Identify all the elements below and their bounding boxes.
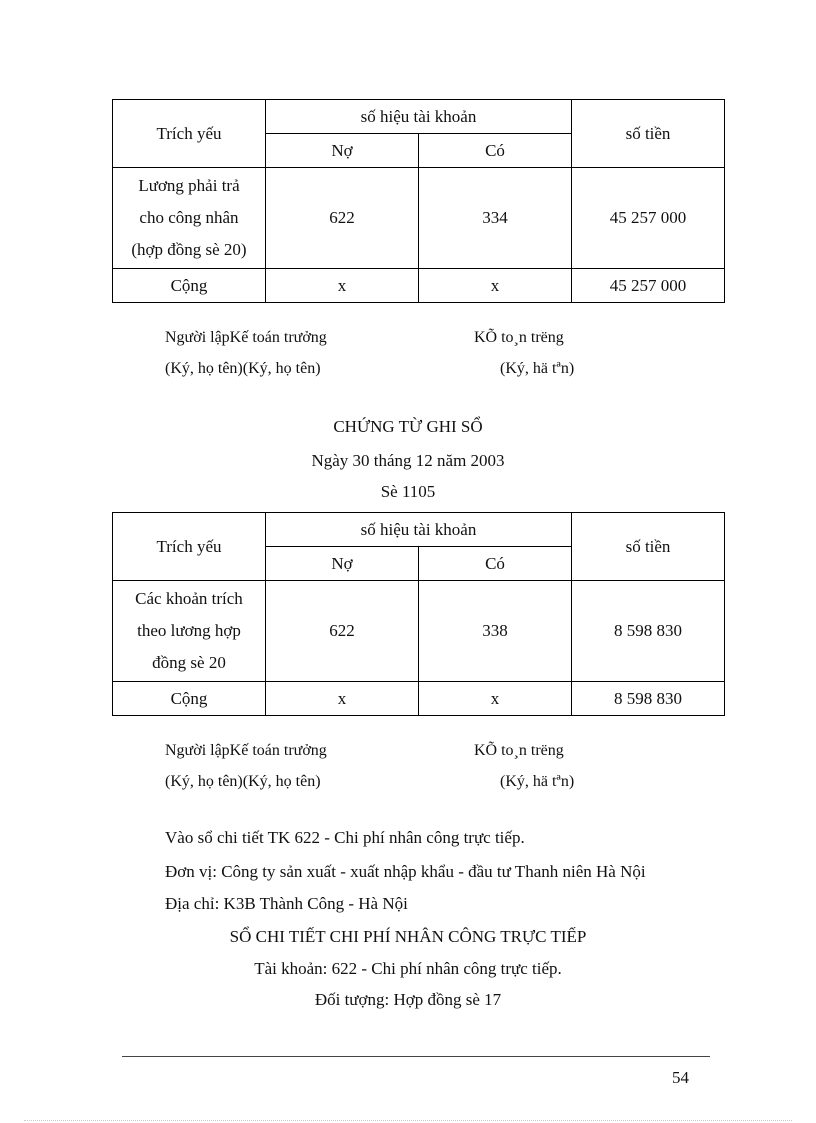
row-description-line: Lương phải trả: [138, 176, 240, 195]
row-description-line: theo lương hợp: [137, 621, 241, 640]
row-description-line: (hợp đồng sè 20): [131, 240, 247, 259]
signature-sign-name-left: (Ký, họ tên)(Ký, họ tên): [165, 773, 321, 790]
header-so-tien: số tiền: [572, 100, 725, 168]
total-no: x: [266, 269, 419, 303]
row-amount: 8 598 830: [572, 581, 725, 682]
detail-book-title: SỔ CHI TIẾT CHI PHÍ NHÂN CÔNG TRỰC TIẾP: [229, 927, 587, 946]
footer-rule: [122, 1056, 710, 1057]
row-co-account: 334: [419, 168, 572, 269]
company-address: Địa chỉ: K3B Thành Công - Hà Nội: [165, 894, 408, 913]
signature-sign-name-right: (Ký, hä tªn): [500, 773, 575, 790]
total-co: x: [419, 682, 572, 716]
detail-book-account: Tài khoản: 622 - Chi phí nhân công trực tiếp.: [254, 959, 562, 978]
signature-sign-name-left: (Ký, họ tên)(Ký, họ tên): [165, 360, 321, 377]
row-description-line: đồng sè 20: [152, 653, 226, 672]
total-no: x: [266, 682, 419, 716]
signature-chief-accountant: KÕ to¸n trëng: [474, 742, 564, 759]
header-trich-yeu: Trích yếu: [113, 513, 266, 581]
page-bottom-border: [24, 1120, 792, 1121]
row-no-account: 622: [266, 581, 419, 682]
header-no: Nợ: [266, 134, 419, 168]
row-no-account: 622: [266, 168, 419, 269]
total-amount: 45 257 000: [572, 269, 725, 303]
header-no: Nợ: [266, 547, 419, 581]
signature-preparer-accountant: Người lậpKế toán trưởng: [165, 742, 327, 759]
voucher-title: CHỨNG TỪ GHI SỔ: [333, 417, 483, 436]
signature-preparer-accountant: Người lậpKế toán trưởng: [165, 329, 327, 346]
total-co: x: [419, 269, 572, 303]
ledger-table-2: [112, 512, 725, 716]
company-unit: Đơn vị: Công ty sản xuất - xuất nhập khẩu - đầu tư Thanh niên Hà Nội: [165, 862, 646, 881]
signature-sign-name-right: (Ký, hä tªn): [500, 360, 575, 377]
page-number: 54: [672, 1068, 689, 1087]
row-description-line: cho công nhân: [139, 208, 239, 227]
voucher-number: Sè 1105: [380, 482, 436, 501]
header-trich-yeu: Trích yếu: [113, 100, 266, 168]
ledger-table-1: [112, 99, 725, 303]
header-so-tien: số tiền: [572, 513, 725, 581]
header-so-hieu-tai-khoan: số hiệu tài khoản: [266, 513, 572, 547]
header-co: Có: [419, 547, 572, 581]
total-label: Cộng: [113, 682, 266, 716]
total-amount: 8 598 830: [572, 682, 725, 716]
ledger-entry-note: Vào sổ chi tiết TK 622 - Chi phí nhân công trực tiếp.: [165, 828, 525, 847]
signature-chief-accountant: KÕ to¸n trëng: [474, 329, 564, 346]
voucher-date: Ngày 30 tháng 12 năm 2003: [311, 451, 505, 470]
row-description: [113, 581, 266, 682]
row-amount: 45 257 000: [572, 168, 725, 269]
header-co: Có: [419, 134, 572, 168]
total-label: Cộng: [113, 269, 266, 303]
row-description-line: Các khoản trích: [135, 589, 243, 608]
header-so-hieu-tai-khoan: số hiệu tài khoản: [266, 100, 572, 134]
detail-book-object: Đối tượng: Hợp đồng sè 17: [314, 990, 502, 1009]
row-co-account: 338: [419, 581, 572, 682]
row-description: [113, 168, 266, 269]
